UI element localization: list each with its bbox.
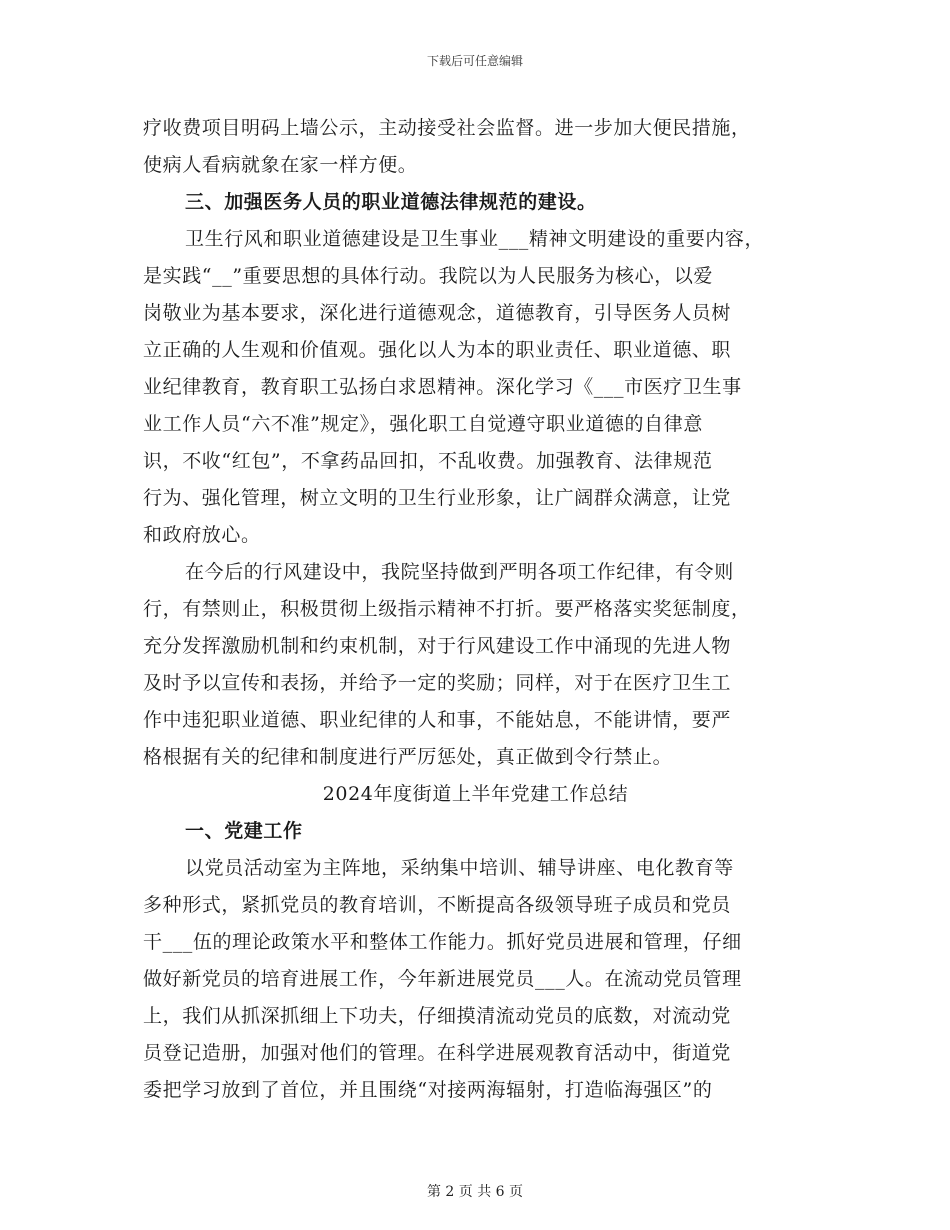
body-text-line: 业纪律教育，教育职工弘扬白求恩精神。深化学习《___市医疗卫生事 [143, 376, 742, 398]
body-text-line: 行，有禁则止，积极贯彻上级指示精神不打折。要严格落实奖惩制度， [143, 598, 751, 620]
body-text-line: 作中违犯职业道德、职业纪律的人和事，不能姑息，不能讲情，要严 [143, 709, 732, 731]
body-text-line: 业工作人员“六不准”规定》，强化职工自觉遵守职业道德的自律意 [143, 413, 703, 435]
header-note: 下载后可任意编辑 [426, 54, 523, 68]
body-text-line: 以党员活动室为主阵地，采纳集中培训、辅导讲座、电化教育等 [185, 857, 734, 879]
section-heading: 一、党建工作 [185, 820, 303, 842]
body-text-line: 卫生行风和职业道德建设是卫生事业___精神文明建设的重要内容， [185, 228, 765, 250]
body-text-line: 做好新党员的培育进展工作，今年新进展党员___人。在流动党员管理 [143, 968, 742, 990]
document-title: 2024年度街道上半年党建工作总结 [322, 783, 629, 805]
body-text-line: 是实践“__”重要思想的具体行动。我院以为人民服务为核心，以爱 [143, 265, 714, 287]
page-footer: 第 2 页 共 6 页 [426, 1184, 524, 1200]
body-text-line: 员登记造册，加强对他们的管理。在科学进展观教育活动中，街道党 [143, 1042, 732, 1064]
body-text-line: 委把学习放到了首位，并且围绕“对接两海辐射，打造临海强区”的 [143, 1079, 713, 1101]
body-text-line: 岗敬业为基本要求，深化进行道德观念，道德教育，引导医务人员树 [143, 302, 732, 324]
body-text-line: 立正确的人生观和价值观。强化以人为本的职业责任、职业道德、职 [143, 339, 732, 361]
body-text-line: 使病人看病就象在家一样方便。 [143, 154, 418, 176]
body-text-line: 干___伍的理论政策水平和整体工作能力。抓好党员进展和管理，仔细 [143, 931, 742, 953]
body-text-line: 多种形式，紧抓党员的教育培训，不断提高各级领导班子成员和党员 [143, 894, 732, 916]
body-text-line: 在今后的行风建设中，我院坚持做到严明各项工作纪律，有令则 [185, 561, 734, 583]
document-body [143, 110, 808, 1109]
section-heading: 三、加强医务人员的职业道德法律规范的建设。 [185, 191, 597, 213]
body-text-line: 行为、强化管理，树立文明的卫生行业形象，让广阔群众满意，让党 [143, 487, 732, 509]
body-text-line: 识，不收“红包”，不拿药品回扣，不乱收费。加强教育、法律规范 [143, 450, 713, 472]
body-text-line: 疗收费项目明码上墙公示，主动接受社会监督。进一步加大便民措施， [143, 117, 751, 139]
body-text-line: 及时予以宣传和表扬，并给予一定的奖励；同样，对于在医疗卫生工 [143, 672, 732, 694]
body-text-line: 和政府放心。 [143, 524, 261, 546]
body-text-line: 充分发挥激励机制和约束机制，对于行风建设工作中涌现的先进人物 [143, 635, 732, 657]
body-text-line: 上，我们从抓深抓细上下功夫，仔细摸清流动党员的底数，对流动党 [143, 1005, 732, 1027]
body-text-line: 格根据有关的纪律和制度进行严厉惩处，真正做到令行禁止。 [143, 746, 673, 768]
